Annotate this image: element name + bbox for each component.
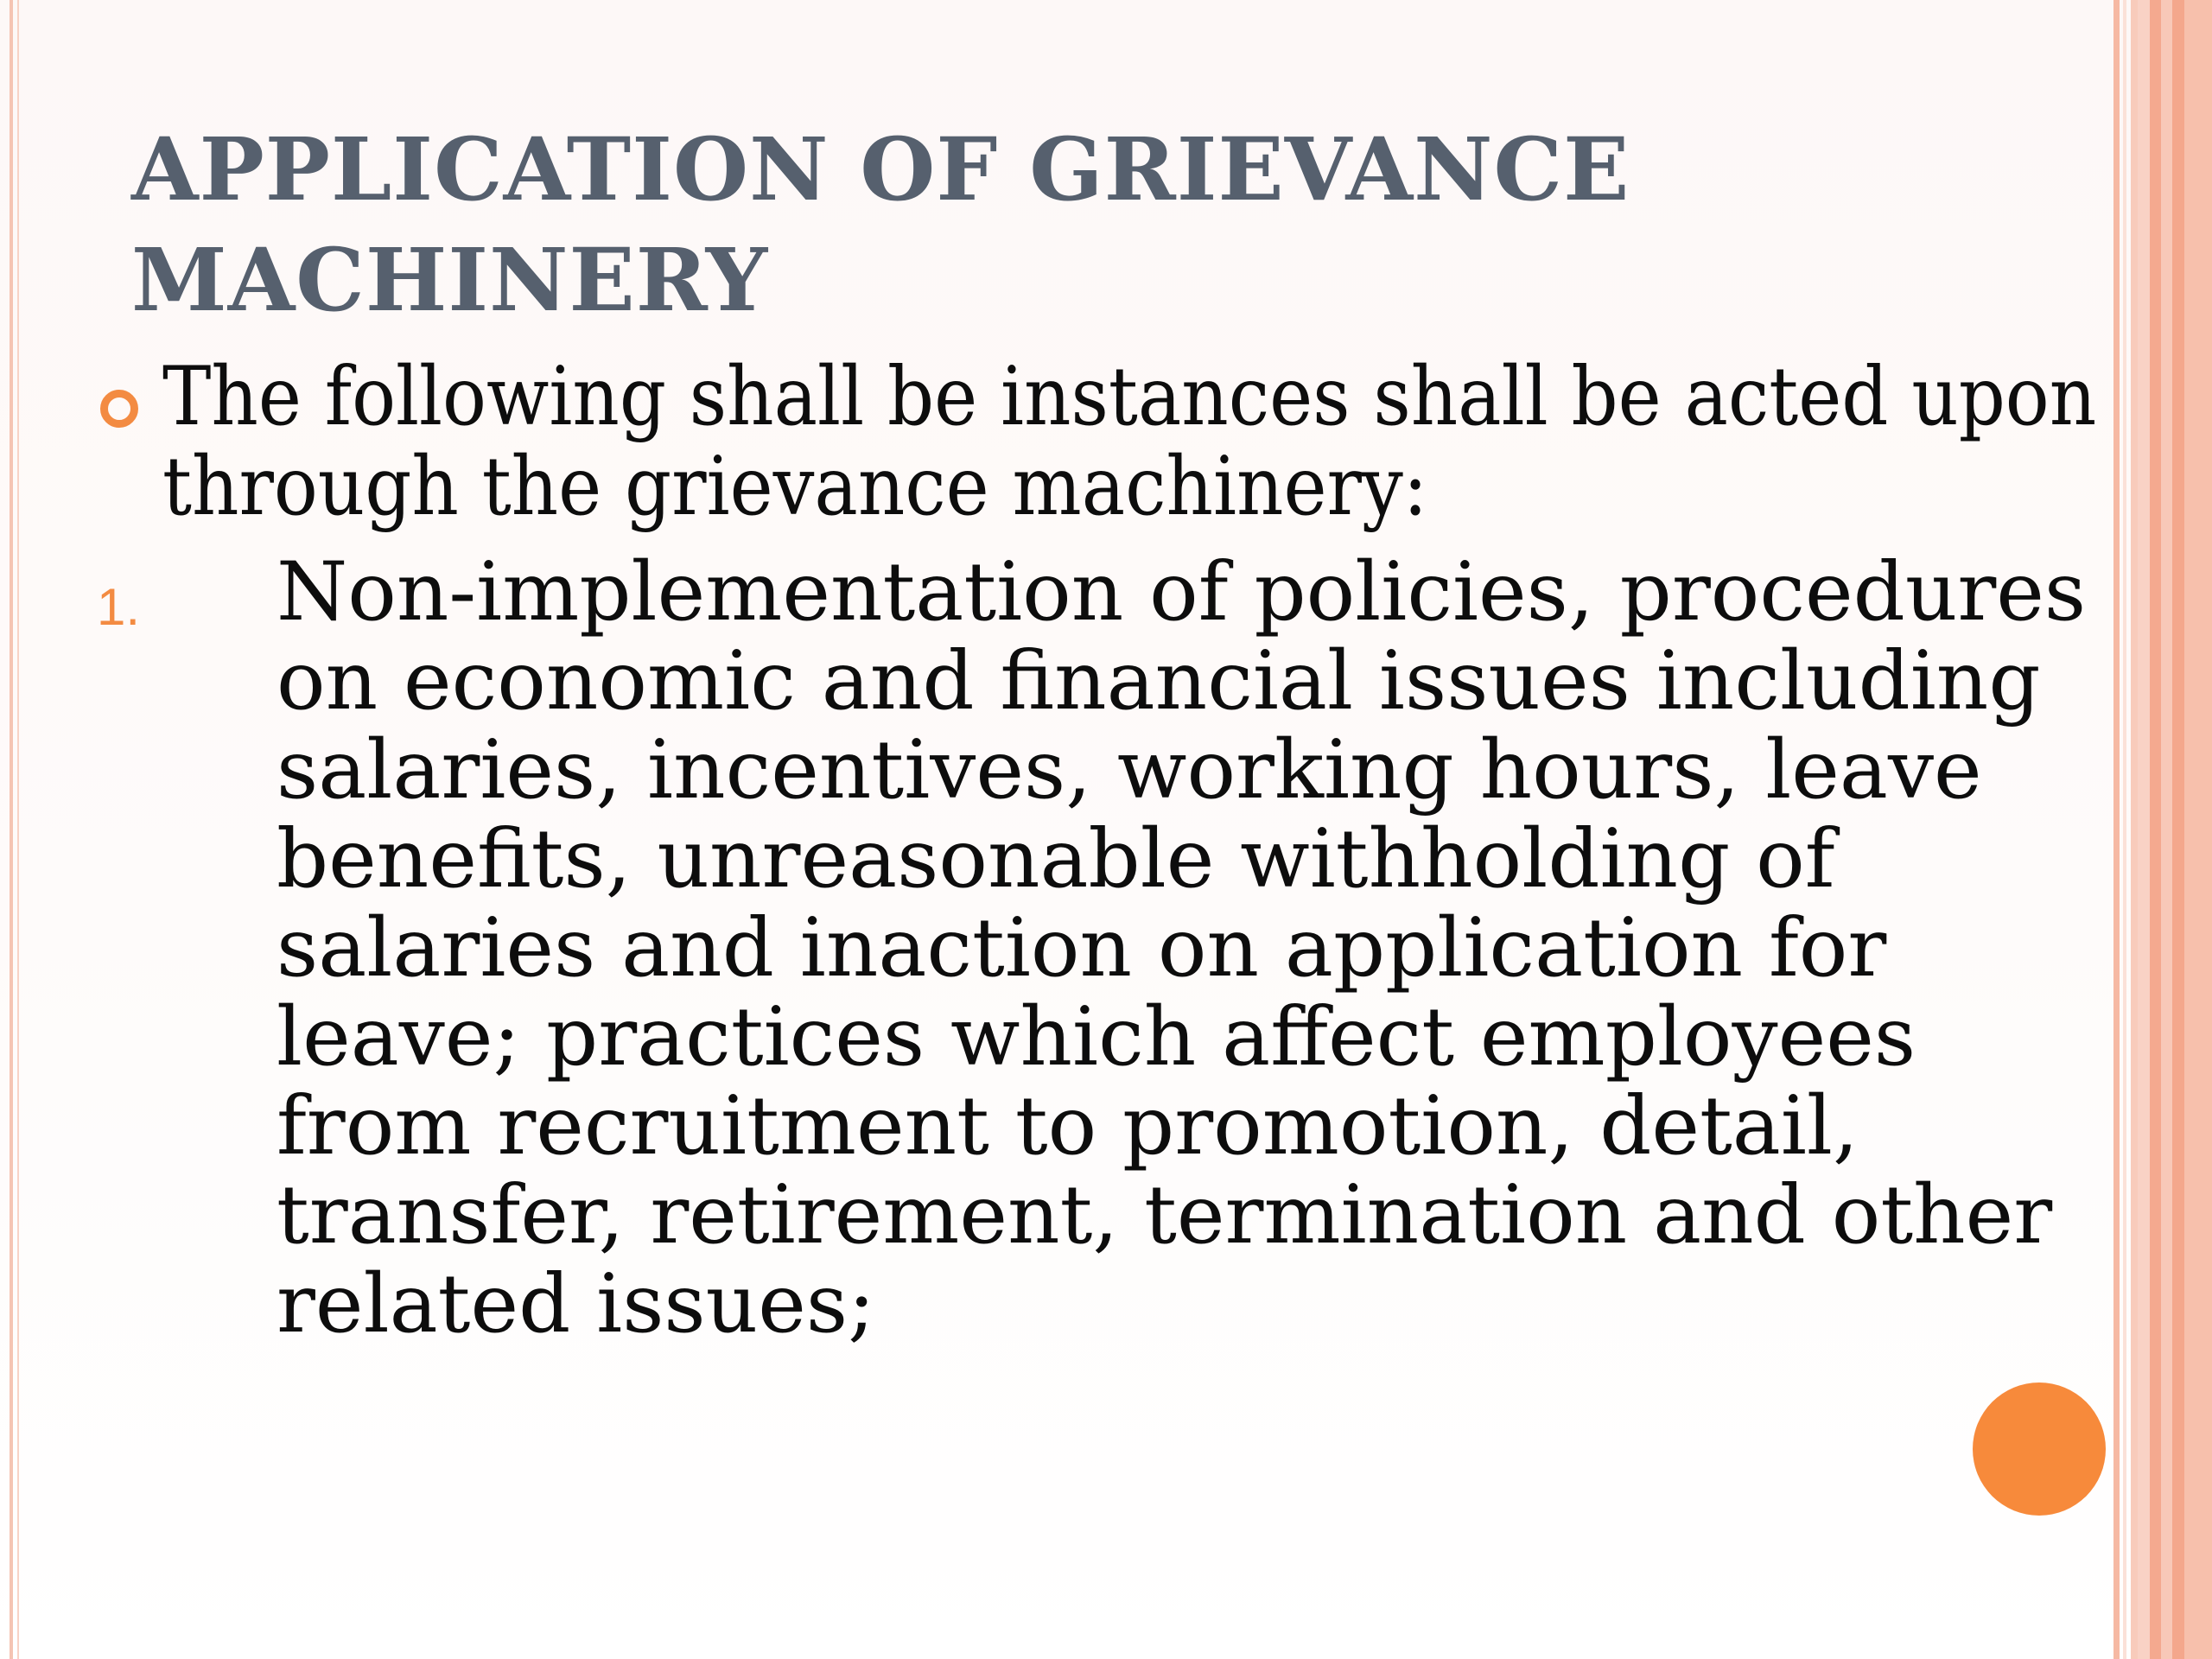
orange-circle-decoration: [1973, 1382, 2106, 1516]
right-border-stripe: [2131, 0, 2138, 1659]
right-border-stripe: [2172, 0, 2184, 1659]
right-border-stripe: [2161, 0, 2172, 1659]
list-item-number: 1.: [97, 578, 141, 636]
right-border-stripe: [2184, 0, 2212, 1659]
left-border-stripe-thin: [17, 0, 19, 1659]
left-border-stripe: [10, 0, 13, 1659]
slide-title: APPLICATION OF GRIEVANCE MACHINERY: [131, 118, 1630, 331]
right-border-stripe: [2150, 0, 2161, 1659]
list-item-text: Non-implementation of policies, procedures on economic and financial issues including salaries, incentives, working hours, leave benefits, unreasonable withholding of salaries and inaction on application for leave; practices which affect employees from recruitment to promotion, detail, transfer, retirement, termination and other related issues;: [276, 545, 2087, 1351]
right-border-stripe: [2123, 0, 2126, 1659]
right-border-stripe: [2138, 0, 2150, 1659]
hollow-circle-bullet-icon: [100, 390, 138, 428]
intro-bullet-text: The following shall be instances shall be acted upon through the grievance machinery:: [162, 350, 2097, 534]
